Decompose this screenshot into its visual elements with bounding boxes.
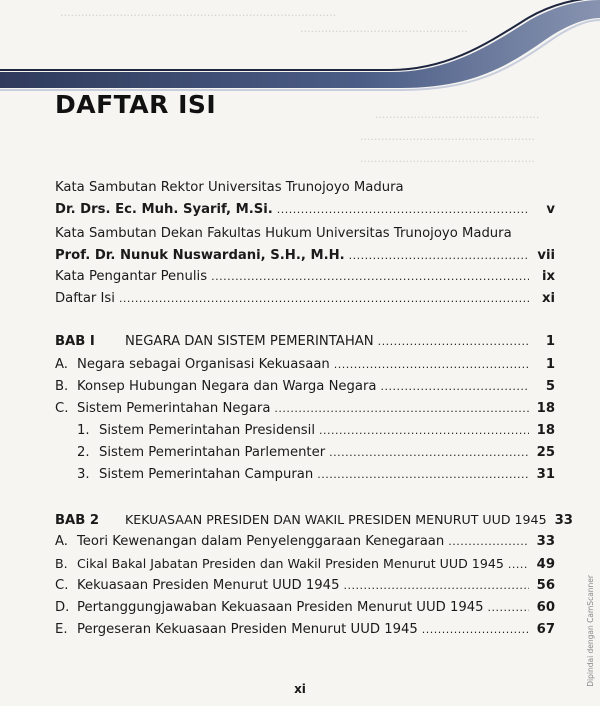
scanner-watermark: Dipindai dengan CamScanner xyxy=(586,575,595,687)
toc-section: D. Pertanggungjawaban Kekuasaan Presiden Menurut UUD 1945 ..... 60 xyxy=(55,599,555,617)
toc-entry-pengantar xyxy=(55,268,555,286)
dot-leader xyxy=(343,577,529,595)
page-number-footer: xi xyxy=(294,682,306,696)
toc-entry-dekan xyxy=(55,247,555,265)
subsection-title: Sistem Pemerintahan Campuran xyxy=(99,467,314,482)
dot-leader xyxy=(317,466,529,484)
dekan-heading: Kata Sambutan Dekan Fakultas Hukum Universitas Trunojoyo Madura xyxy=(55,226,512,241)
toc-entry-title: Prof. Dr. Nunuk Nuswardani, S.H., M.H. xyxy=(55,248,345,263)
section-title: Pergeseran Kekuasaan Presiden Menurut UUD 1945 xyxy=(77,622,418,637)
toc-section: B. Konsep Hubungan Negara dan Warga Negara ..... 5 xyxy=(55,378,555,396)
toc-page-number: vii xyxy=(537,248,555,263)
toc-page-number: ix xyxy=(541,269,555,284)
dot-leader xyxy=(488,599,529,617)
toc-section: C. Sistem Pemerintahan Negara ..... 18 xyxy=(55,400,555,418)
chapter-label: BAB 2 xyxy=(55,513,100,528)
toc-page-number: 67 xyxy=(536,622,555,637)
toc-subsection: 3. Sistem Pemerintahan Campuran ..... 31 xyxy=(77,466,555,484)
dot-leader xyxy=(378,333,529,351)
subsection-title: Sistem Pemerintahan Parlementer xyxy=(99,445,326,460)
toc-entry-title: Dr. Drs. Ec. Muh. Syarif, M.Si. xyxy=(55,202,273,217)
dot-leader xyxy=(422,621,529,639)
toc-chapter-2 xyxy=(55,511,573,530)
dot-leader xyxy=(381,378,530,396)
toc-page-number: 31 xyxy=(536,467,555,482)
section-title: Negara sebagai Organisasi Kekuasaan xyxy=(77,357,330,372)
toc-page-number: 33 xyxy=(554,513,573,528)
chapter-title: KEKUASAAN PRESIDEN DAN WAKIL PRESIDEN MENURUT UUD 1945 xyxy=(125,512,547,527)
toc-section: A. Teori Kewenangan dalam Penyelenggaraan Kenegaraan ..... 33 xyxy=(55,533,555,551)
dot-leader xyxy=(448,533,529,551)
toc-page-number: 60 xyxy=(536,600,555,615)
toc-page-number: 18 xyxy=(536,401,555,416)
section-title: Cikal Bakal Jabatan Presiden dan Wakil Presiden Menurut UUD 1945 xyxy=(77,556,504,571)
dot-leader xyxy=(334,356,529,374)
toc-page-number: 49 xyxy=(536,557,555,572)
section-title: Pertanggungjawaban Kekuasaan Presiden Menurut UUD 1945 xyxy=(77,600,484,615)
toc-page-number: 33 xyxy=(536,534,555,549)
toc-section: B. Cikal Bakal Jabatan Presiden dan Wakil Presiden Menurut UUD 1945 ..... 49 xyxy=(55,555,555,574)
section-title: Sistem Pemerintahan Negara xyxy=(77,401,271,416)
toc-page-number: 1 xyxy=(545,357,555,372)
dot-leader xyxy=(508,556,529,574)
dot-leader xyxy=(274,400,529,418)
toc-entry-daftar-isi xyxy=(55,290,555,308)
dot-leader xyxy=(319,422,529,440)
toc-entry-title: Daftar Isi xyxy=(55,291,115,306)
toc-page-number: 56 xyxy=(536,578,555,593)
toc-section: E. Pergeseran Kekuasaan Presiden Menurut UUD 1945 ..... 67 xyxy=(55,621,555,639)
dot-leader xyxy=(277,201,529,219)
chapter-title: NEGARA DAN SISTEM PEMERINTAHAN xyxy=(125,334,374,349)
toc-section: A. Negara sebagai Organisasi Kekuasaan ..... 1 xyxy=(55,356,555,374)
toc-page-number: xi xyxy=(541,291,555,306)
dot-leader xyxy=(329,444,529,462)
toc-page-number: 25 xyxy=(536,445,555,460)
subsection-title: Sistem Pemerintahan Presidensil xyxy=(99,423,316,438)
toc-page-number: 18 xyxy=(536,423,555,438)
section-title: Kekuasaan Presiden Menurut UUD 1945 xyxy=(77,578,340,593)
page-title: DAFTAR ISI xyxy=(55,90,217,119)
toc-entry-title: Kata Pengantar Penulis xyxy=(55,269,208,284)
toc-page-number: 5 xyxy=(545,379,555,394)
toc-page-number: v xyxy=(546,202,555,217)
toc-subsection: 2. Sistem Pemerintahan Parlementer ..... 25 xyxy=(77,444,555,462)
toc-entry-rektor xyxy=(55,201,555,219)
section-title: Konsep Hubungan Negara dan Warga Negara xyxy=(77,379,377,394)
toc-page-number: 1 xyxy=(545,334,555,349)
dot-leader xyxy=(349,247,529,265)
rektor-heading: Kata Sambutan Rektor Universitas Trunojoyo Madura xyxy=(55,180,404,195)
dot-leader xyxy=(119,290,529,308)
toc-section: C. Kekuasaan Presiden Menurut UUD 1945 ..... 56 xyxy=(55,577,555,595)
dot-leader xyxy=(211,268,529,286)
chapter-label: BAB I xyxy=(55,334,95,349)
section-title: Teori Kewenangan dalam Penyelenggaraan Kenegaraan xyxy=(77,534,445,549)
toc-subsection: 1. Sistem Pemerintahan Presidensil ..... 18 xyxy=(77,422,555,440)
toc-chapter-1 xyxy=(55,333,555,351)
